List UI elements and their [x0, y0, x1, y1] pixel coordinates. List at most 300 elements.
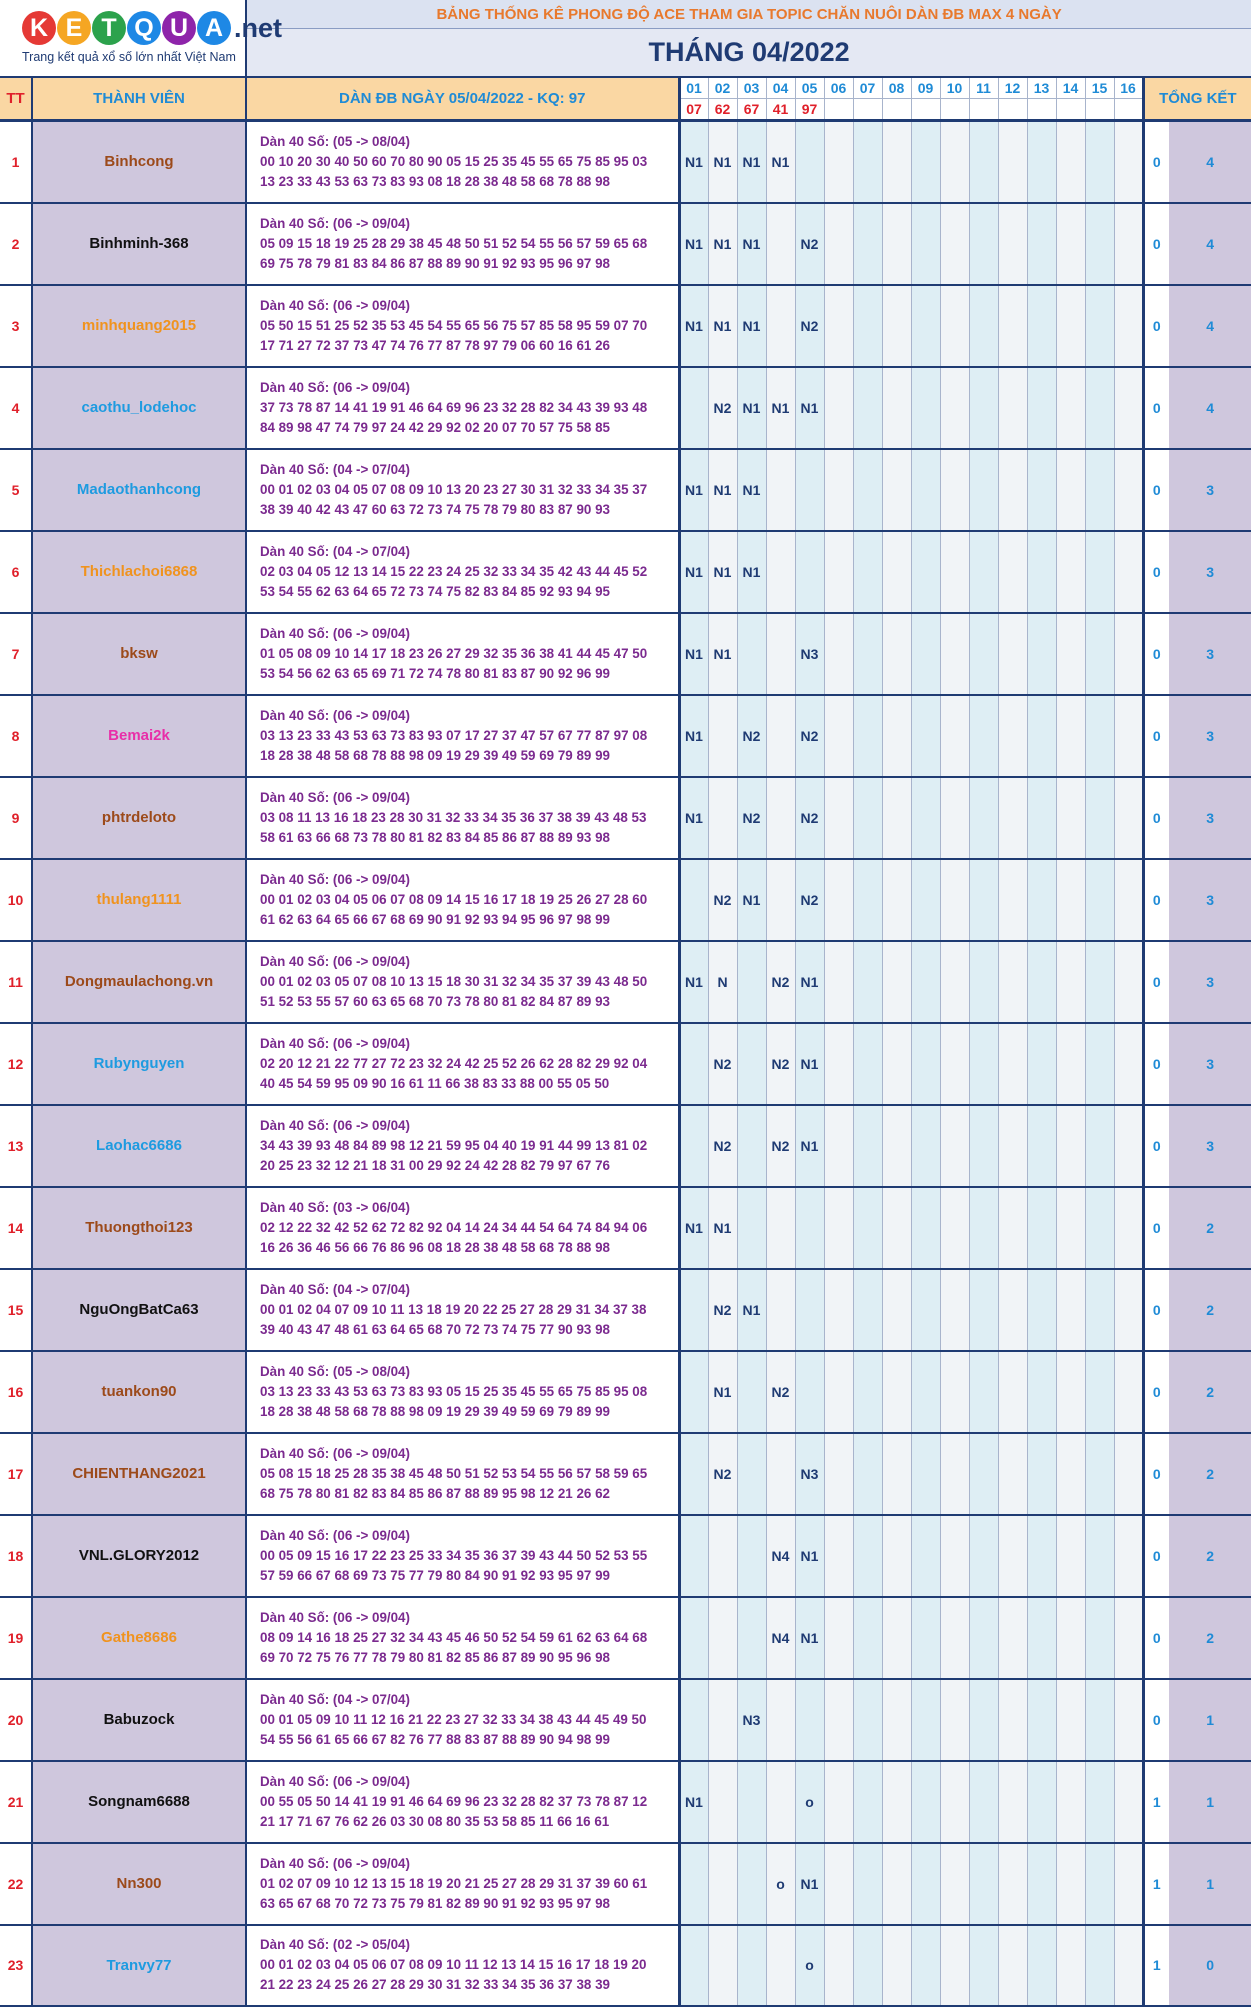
logo-letter: A [197, 11, 231, 45]
dan-numbers [246, 1105, 679, 1187]
dan-range: Dàn 40 Số: (06 -> 09/04) [260, 379, 410, 395]
total-hit: 0 [1143, 1679, 1169, 1761]
day-cell: N1 [679, 1187, 708, 1269]
day-cell [1085, 1433, 1114, 1515]
dan-number-line: 02 12 22 32 42 52 62 72 82 92 04 14 24 34 44 54 64 74 84 94 06 [260, 1219, 648, 1235]
day-cell: N2 [766, 1023, 795, 1105]
member-name[interactable]: Thuongthoi123 [32, 1187, 246, 1269]
day-cell [853, 1761, 882, 1843]
day-cell [1027, 1761, 1056, 1843]
day-cell: o [795, 1761, 824, 1843]
day-cell [708, 1597, 737, 1679]
day-cell [824, 1515, 853, 1597]
day-cell [882, 1269, 911, 1351]
day-cell [911, 1761, 940, 1843]
day-cell [708, 1843, 737, 1925]
day-cell: N1 [679, 1761, 708, 1843]
day-cell [1027, 1433, 1056, 1515]
member-name[interactable]: thulang1111 [32, 859, 246, 941]
day-cell [1056, 1843, 1085, 1925]
day-cell [1085, 1843, 1114, 1925]
row-number: 3 [0, 285, 32, 367]
total-count: 3 [1169, 695, 1251, 777]
day-cell [998, 1269, 1027, 1351]
total-hit: 1 [1143, 1761, 1169, 1843]
dan-numbers [246, 121, 679, 203]
day-cell [940, 1597, 969, 1679]
day-cell [969, 1515, 998, 1597]
day-cell [998, 1515, 1027, 1597]
dan-numbers [246, 1023, 679, 1105]
day-cell [1027, 449, 1056, 531]
day-cell [1114, 777, 1143, 859]
logo-area [0, 0, 283, 77]
day-result [853, 99, 882, 121]
day-cell [940, 531, 969, 613]
day-cell [766, 285, 795, 367]
day-cell: N1 [679, 695, 708, 777]
day-cell [853, 1679, 882, 1761]
day-cell: N3 [737, 1679, 766, 1761]
day-cell: N1 [708, 449, 737, 531]
day-cell [1027, 121, 1056, 203]
dan-number-line: 38 39 40 42 43 47 60 63 72 73 74 75 78 79 80 83 87 90 93 [260, 501, 610, 517]
day-cell [1085, 1679, 1114, 1761]
dan-numbers [246, 1351, 679, 1433]
day-cell [1114, 1843, 1143, 1925]
dan-number-line: 84 89 98 47 74 79 97 24 42 29 92 02 20 07 70 57 75 58 85 [260, 419, 610, 435]
day-cell [969, 1761, 998, 1843]
day-cell [766, 695, 795, 777]
total-count: 2 [1169, 1187, 1251, 1269]
day-cell [911, 613, 940, 695]
day-cell [969, 367, 998, 449]
table-row [0, 1023, 1251, 1105]
member-name[interactable]: Binhcong [32, 121, 246, 203]
table-row [0, 777, 1251, 859]
day-cell [1056, 1023, 1085, 1105]
day-cell [1056, 531, 1085, 613]
logo-suffix: .net [234, 12, 283, 43]
dan-number-line: 18 28 38 48 58 68 78 88 98 09 19 29 39 49 59 69 79 89 99 [260, 1403, 610, 1419]
member-name[interactable]: Songnam6688 [32, 1761, 246, 1843]
day-cell [911, 449, 940, 531]
day-cell [853, 1023, 882, 1105]
month-title: THÁNG 04/2022 [246, 29, 1251, 77]
day-cell [824, 203, 853, 285]
dan-numbers [246, 531, 679, 613]
day-cell [911, 1843, 940, 1925]
day-cell [1085, 1105, 1114, 1187]
day-cell [969, 449, 998, 531]
day-cell [998, 1187, 1027, 1269]
dan-numbers [246, 1925, 679, 2006]
row-number: 13 [0, 1105, 32, 1187]
total-hit: 0 [1143, 1187, 1169, 1269]
total-count: 3 [1169, 449, 1251, 531]
day-cell [1027, 695, 1056, 777]
day-cell [1027, 941, 1056, 1023]
dan-range: Dàn 40 Số: (06 -> 09/04) [260, 1527, 410, 1543]
total-hit: 0 [1143, 1515, 1169, 1597]
member-name[interactable]: minhquang2015 [32, 285, 246, 367]
table-row [0, 613, 1251, 695]
day-number: 10 [940, 77, 969, 99]
member-name[interactable]: Thichlachoi6868 [32, 531, 246, 613]
dan-range: Dàn 40 Số: (06 -> 09/04) [260, 953, 410, 969]
total-hit: 0 [1143, 695, 1169, 777]
dan-number-line: 20 25 23 32 12 21 18 31 00 29 92 24 42 28 82 79 97 67 76 [260, 1157, 610, 1173]
day-cell: N1 [679, 203, 708, 285]
day-cell [824, 941, 853, 1023]
day-cell [998, 777, 1027, 859]
day-cell [708, 777, 737, 859]
row-number: 17 [0, 1433, 32, 1515]
day-cell [940, 1433, 969, 1515]
day-cell: N1 [737, 1269, 766, 1351]
day-cell [708, 695, 737, 777]
day-cell [940, 613, 969, 695]
row-number: 2 [0, 203, 32, 285]
total-hit: 0 [1143, 859, 1169, 941]
dan-numbers [246, 1433, 679, 1515]
member-name[interactable]: VNL.GLORY2012 [32, 1515, 246, 1597]
day-cell [882, 1433, 911, 1515]
member-name[interactable]: Tranvy77 [32, 1925, 246, 2006]
member-name[interactable]: CHIENTHANG2021 [32, 1433, 246, 1515]
day-cell [940, 695, 969, 777]
day-cell [1027, 1269, 1056, 1351]
day-cell [679, 367, 708, 449]
day-result [1056, 99, 1085, 121]
table-row [0, 285, 1251, 367]
dan-numbers [246, 367, 679, 449]
day-cell [795, 449, 824, 531]
day-cell: N1 [795, 1023, 824, 1105]
dan-number-line: 05 08 15 18 25 28 35 38 45 48 50 51 52 53 54 55 56 57 58 59 65 [260, 1465, 648, 1481]
day-cell: N1 [679, 613, 708, 695]
day-cell [998, 695, 1027, 777]
day-cell [1056, 1105, 1085, 1187]
day-cell [853, 1433, 882, 1515]
dan-number-line: 53 54 55 62 63 64 65 72 73 74 75 82 83 84 85 92 93 94 95 [260, 583, 610, 599]
day-result [998, 99, 1027, 121]
dan-number-line: 03 13 23 33 43 53 63 73 83 93 05 15 25 35 45 55 65 75 85 95 08 [260, 1383, 648, 1399]
day-cell [1085, 531, 1114, 613]
day-cell [940, 1679, 969, 1761]
day-cell [1085, 859, 1114, 941]
dan-number-line: 00 55 05 50 14 41 19 91 46 64 69 96 23 32 28 82 37 73 78 87 12 [260, 1793, 648, 1809]
dan-range: Dàn 40 Số: (06 -> 09/04) [260, 871, 410, 887]
dan-number-line: 00 01 02 04 07 09 10 11 13 18 19 20 22 25 27 28 29 31 34 37 38 [260, 1301, 647, 1317]
member-name[interactable]: Madaothanhcong [32, 449, 246, 531]
day-cell [882, 203, 911, 285]
day-cell [969, 1843, 998, 1925]
member-name[interactable]: phtrdeloto [32, 777, 246, 859]
day-cell [911, 1269, 940, 1351]
day-cell: N1 [737, 531, 766, 613]
dan-number-line: 02 20 12 21 22 77 27 72 23 32 24 42 25 52 26 62 28 82 29 92 04 [260, 1055, 648, 1071]
total-count: 1 [1169, 1843, 1251, 1925]
dan-number-line: 17 71 27 72 37 73 47 74 76 77 87 78 97 79 06 60 16 61 26 [260, 337, 610, 353]
day-cell [824, 1925, 853, 2006]
day-cell [1114, 285, 1143, 367]
day-cell [1114, 1023, 1143, 1105]
day-cell [969, 531, 998, 613]
day-cell [969, 203, 998, 285]
dan-numbers [246, 1597, 679, 1679]
dan-range: Dàn 40 Số: (06 -> 09/04) [260, 1855, 410, 1871]
day-cell [1027, 1843, 1056, 1925]
total-hit: 0 [1143, 1433, 1169, 1515]
row-number: 5 [0, 449, 32, 531]
member-name[interactable]: tuankon90 [32, 1351, 246, 1433]
day-cell [1085, 1351, 1114, 1433]
member-name[interactable]: Dongmaulachong.vn [32, 941, 246, 1023]
day-cell [766, 859, 795, 941]
dan-number-line: 34 43 39 93 48 84 89 98 12 21 59 95 04 40 19 91 44 99 13 81 02 [260, 1137, 648, 1153]
table-row [0, 1843, 1251, 1925]
day-number: 06 [824, 77, 853, 99]
row-number: 16 [0, 1351, 32, 1433]
day-cell [911, 1433, 940, 1515]
day-cell [882, 859, 911, 941]
day-cell [1027, 1515, 1056, 1597]
member-header: THÀNH VIÊN [32, 77, 246, 121]
member-name[interactable]: Gathe8686 [32, 1597, 246, 1679]
day-cell: N1 [795, 367, 824, 449]
day-cell [1027, 1925, 1056, 2006]
day-cell [1085, 1761, 1114, 1843]
day-cell [969, 695, 998, 777]
day-cell [998, 1843, 1027, 1925]
day-cell [766, 777, 795, 859]
day-cell [766, 449, 795, 531]
dan-number-line: 02 03 04 05 12 13 14 15 22 23 24 25 32 33 34 35 42 43 44 45 52 [260, 563, 648, 579]
day-cell [969, 613, 998, 695]
day-cell [911, 1105, 940, 1187]
day-cell [853, 1597, 882, 1679]
dan-number-line: 53 54 56 62 63 65 69 71 72 74 78 80 81 83 87 90 92 96 99 [260, 665, 610, 681]
day-cell: o [766, 1843, 795, 1925]
day-cell [737, 1925, 766, 2006]
row-number: 15 [0, 1269, 32, 1351]
tt-header: TT [0, 77, 32, 121]
day-cell [1056, 777, 1085, 859]
row-number: 18 [0, 1515, 32, 1597]
day-cell [853, 613, 882, 695]
day-cell [998, 1105, 1027, 1187]
total-count: 3 [1169, 613, 1251, 695]
day-cell [679, 1269, 708, 1351]
table-row [0, 531, 1251, 613]
table-row [0, 941, 1251, 1023]
day-cell [998, 941, 1027, 1023]
row-number: 6 [0, 531, 32, 613]
day-result: 97 [795, 99, 824, 121]
total-hit: 0 [1143, 203, 1169, 285]
day-cell [766, 1269, 795, 1351]
day-cell: N2 [708, 1105, 737, 1187]
day-cell: N2 [766, 941, 795, 1023]
total-hit: 0 [1143, 449, 1169, 531]
day-cell: N2 [795, 859, 824, 941]
sheet-title: BẢNG THỐNG KÊ PHONG ĐỘ ACE THAM GIA TOPIC CHĂN NUÔI DÀN ĐB MAX 4 NGÀY [246, 0, 1251, 29]
day-cell [1056, 1679, 1085, 1761]
total-hit: 0 [1143, 121, 1169, 203]
day-cell [766, 613, 795, 695]
day-cell: N2 [708, 1269, 737, 1351]
total-hit: 0 [1143, 777, 1169, 859]
total-hit: 0 [1143, 367, 1169, 449]
row-number: 7 [0, 613, 32, 695]
member-name[interactable]: Laohac6686 [32, 1105, 246, 1187]
table-row [0, 1515, 1251, 1597]
day-cell [940, 1269, 969, 1351]
day-cell [853, 1105, 882, 1187]
dan-numbers [246, 859, 679, 941]
logo-letter: Q [127, 11, 161, 45]
day-cell [882, 1351, 911, 1433]
dan-numbers [246, 1761, 679, 1843]
day-cell [737, 1023, 766, 1105]
day-cell [766, 531, 795, 613]
member-rows [0, 121, 1251, 2006]
day-cell: N1 [795, 941, 824, 1023]
member-name[interactable]: Binhminh-368 [32, 203, 246, 285]
day-cell [824, 777, 853, 859]
member-name[interactable]: bksw [32, 613, 246, 695]
day-cell [1056, 613, 1085, 695]
table-row [0, 695, 1251, 777]
day-cell [911, 1187, 940, 1269]
day-cell [1085, 1187, 1114, 1269]
day-cell [1114, 613, 1143, 695]
day-cell [1027, 531, 1056, 613]
day-cell: N2 [795, 777, 824, 859]
dan-range: Dàn 40 Số: (06 -> 09/04) [260, 1117, 410, 1133]
day-cell [1114, 1433, 1143, 1515]
day-cell [853, 1515, 882, 1597]
day-cell [1114, 449, 1143, 531]
day-cell [882, 1023, 911, 1105]
table-row [0, 1597, 1251, 1679]
dan-range: Dàn 40 Số: (06 -> 09/04) [260, 297, 410, 313]
day-cell: N1 [766, 367, 795, 449]
member-name[interactable]: Nn300 [32, 1843, 246, 1925]
member-name[interactable]: Bemai2k [32, 695, 246, 777]
day-cell [824, 1433, 853, 1515]
day-cell [1085, 1597, 1114, 1679]
dan-number-line: 05 09 15 18 19 25 28 29 38 45 48 50 51 52 54 55 56 57 59 65 68 [260, 235, 648, 251]
total-count: 1 [1169, 1679, 1251, 1761]
day-cell [1085, 285, 1114, 367]
day-number: 02 [708, 77, 737, 99]
day-result: 07 [679, 99, 708, 121]
day-cell [882, 1515, 911, 1597]
day-cell [998, 859, 1027, 941]
day-cell [853, 941, 882, 1023]
day-cell [1056, 203, 1085, 285]
day-cell [1085, 1515, 1114, 1597]
day-cell [1056, 121, 1085, 203]
table-row [0, 859, 1251, 941]
member-name[interactable]: caothu_lodehoc [32, 367, 246, 449]
total-count: 3 [1169, 941, 1251, 1023]
day-cell [911, 1023, 940, 1105]
day-cell [679, 1925, 708, 2006]
day-cell [824, 1023, 853, 1105]
day-cell [1056, 1433, 1085, 1515]
total-hit: 0 [1143, 1269, 1169, 1351]
dan-number-line: 69 75 78 79 81 83 84 86 87 88 89 90 91 92 93 95 96 97 98 [260, 255, 610, 271]
dan-number-line: 01 05 08 09 10 14 17 18 23 26 27 29 32 35 36 38 41 44 45 47 50 [260, 645, 648, 661]
ketqua-logo[interactable] [22, 8, 282, 48]
total-count: 4 [1169, 367, 1251, 449]
day-cell [1114, 859, 1143, 941]
day-cell [1027, 1597, 1056, 1679]
day-cell: N1 [708, 1187, 737, 1269]
dan-number-line: 61 62 63 64 65 66 67 68 69 90 91 92 93 94 95 96 97 98 99 [260, 911, 610, 927]
total-hit: 0 [1143, 1597, 1169, 1679]
day-cell [882, 367, 911, 449]
day-cell [824, 121, 853, 203]
day-cell [1114, 1597, 1143, 1679]
row-number: 22 [0, 1843, 32, 1925]
day-cell [824, 1761, 853, 1843]
dan-range: Dàn 40 Số: (06 -> 09/04) [260, 625, 410, 641]
day-cell: N2 [708, 1433, 737, 1515]
day-cell [1027, 1679, 1056, 1761]
day-cell [1085, 1925, 1114, 2006]
day-cell [737, 1515, 766, 1597]
day-cell [969, 1679, 998, 1761]
dan-range: Dàn 40 Số: (04 -> 07/04) [260, 1691, 410, 1707]
dan-numbers [246, 1679, 679, 1761]
day-cell [824, 859, 853, 941]
total-count: 3 [1169, 859, 1251, 941]
member-name[interactable]: Rubynguyen [32, 1023, 246, 1105]
day-cell [1114, 1679, 1143, 1761]
day-cell [1085, 367, 1114, 449]
logo-letter: U [162, 11, 196, 45]
member-name[interactable]: Babuzock [32, 1679, 246, 1761]
dan-range: Dàn 40 Số: (06 -> 09/04) [260, 1445, 410, 1461]
dan-number-line: 21 22 23 24 25 26 27 28 29 30 31 32 33 34 35 36 37 38 39 [260, 1977, 610, 1992]
logo-letter: E [57, 11, 91, 45]
dan-numbers [246, 941, 679, 1023]
day-cell [940, 121, 969, 203]
day-cell [882, 1925, 911, 2006]
day-cell: N1 [679, 449, 708, 531]
day-cell: N2 [708, 859, 737, 941]
dan-number-line: 01 02 07 09 10 12 13 15 18 19 20 21 25 27 28 29 31 37 39 60 61 [260, 1875, 648, 1891]
day-cell [766, 1925, 795, 2006]
dan-number-line: 03 08 11 13 16 18 23 28 30 31 32 33 34 35 36 37 38 39 43 48 53 [260, 809, 647, 825]
day-cell [853, 367, 882, 449]
day-number: 14 [1056, 77, 1085, 99]
day-cell [679, 1105, 708, 1187]
day-cell: N1 [679, 777, 708, 859]
day-cell [911, 1925, 940, 2006]
day-cell [940, 1843, 969, 1925]
member-name[interactable]: NguOngBatCa63 [32, 1269, 246, 1351]
total-hit: 0 [1143, 941, 1169, 1023]
day-result: 62 [708, 99, 737, 121]
table-row [0, 367, 1251, 449]
day-result [969, 99, 998, 121]
day-cell [853, 777, 882, 859]
